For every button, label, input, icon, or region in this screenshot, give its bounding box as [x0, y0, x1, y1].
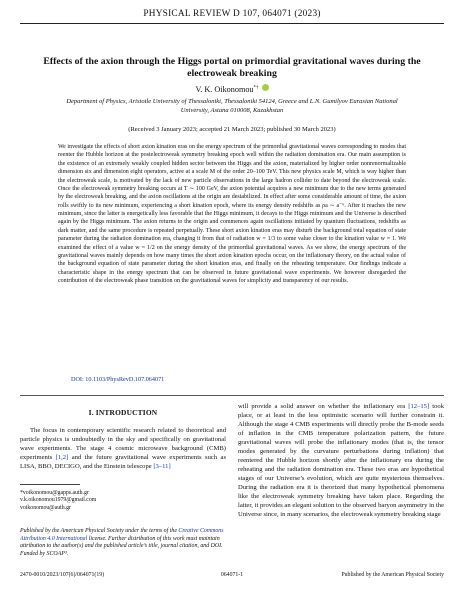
- license-link[interactable]: Creative Commons Attribution 4.0 International: [20, 528, 224, 542]
- author-line: [0, 84, 464, 94]
- intro-text: will provide a solid answer on whether the inflationary era: [238, 403, 409, 410]
- intro-left-paragraph: [20, 426, 226, 471]
- footnote-email: voikonomou@auth.gr: [20, 504, 71, 511]
- affiliation: Department of Physics, Aristotle University of Thessaloniki, Thessaloniki 54124, Greece and L.N. Gumilyov Eurasian National University, Astana 010008, Kazakhstan: [66, 98, 398, 114]
- author-marks: *†: [253, 85, 259, 91]
- intro-right-paragraph: [238, 402, 444, 519]
- header-rule: [20, 23, 444, 24]
- orcid-icon[interactable]: [262, 84, 269, 91]
- footer-publisher: Published by the American Physical Society: [341, 572, 444, 578]
- intro-text: and the future gravitational wave experiments such as LISA, BBO, DECIGO, and the Einstein telescope: [20, 454, 227, 470]
- paper-title: Effects of the axion through the Higgs portal on primordial gravitational waves during the electroweak breaking: [43, 56, 421, 79]
- page-number: 064071-1: [220, 572, 244, 578]
- abstract: We investigate the effects of short axion kination eras on the energy spectrum of the primordial gravitational waves corresponding to modes that reenter the Hubble horizon at the postelectroweak symmetry breaking epoch well within the radiation domination era. Our main assumption is the existence of an extremely weakly coupled hidden sector between the Higgs and the axion, materialized by higher order nonrenormalizable dimension six and dimension eight operators, active at a scale M of the order 20–100 TeV. This new physics scale M, which is way higher than the electroweak scale, is motivated by the lack of new particle observations in the large hadron collider to date beyond the electroweak scale. Once the electroweak symmetry breaking occurs at T ∼ 100 GeV, the axion potential acquires a new minimum due to the new terms generated by the electroweak breaking, and the axion oscillations at the origin are destabilized. In effect after some considerable amount of time, the axion rolls swiftly to its new minimum, experiencing a short kination epoch, where its energy density redshifts as ρa ∼ a⁻⁶. After it reaches the new minimum, since the latter is energetically less favorable that the Higgs minimum, it decays to the Higgs minimum and the Universe is described again by the Higgs minimum. The axion returns to the origin and commences again oscillations initiated by quantum fluctuations, redshifts as dark matter, and the same procedure is repeated perpetually. These short axion kination eras may disturb the background total equation of state parameter during the radiation domination era, changing it from that of radiation w = 1/3 to some value closer to the kination value w = 1. We examined the effect of a value w = 1/2 on the energy density of the primordial gravitational waves. As we show, the energy spectrum of the gravitational waves mainly depends on how many times the short axion kination epochs occur, on the inflationary theory, on the actual value of the background equation of state parameter during the short kination eras, and finally on the reheating temperature. Our findings indicate a characteristic shape in the energy spectrum that can be observed in future gravitational wave experiments. We however disregarded the contribution of the electroweak phase transition on the gravitational waves for simplicity and transparency of our results.: [58, 144, 406, 284]
- citation-link[interactable]: [12–15]: [408, 403, 430, 410]
- doi-link[interactable]: DOI: 10.1103/PhysRevD.107.064071: [71, 376, 165, 383]
- footnotes: [20, 490, 226, 512]
- intro-text: took place, or at least in the less optimistic scenario will further constrain it. Although the stage 4 CMB experiments will directly probe the B-mode seeds of inflation in the CMB temperature polarization pattern, the future gravitational waves will probe the inflationary modes (that is, the tensor modes generated by the curvature perturbations during inflation) that reentered the Hubble horizon shortly after the inflationary era during the reheating and the radiation domination era. These two eras are hypothetical stages of our Universe’s evolution, which are quite mysterious themselves. During the radiation era it is theorized that many hypothetical phenomena like the electroweak symmetry breaking have taken place. Regarding the latter, it provides an elegant solution to the observed baryon asymmetry in the Universe since, in many scenarios, the electroweak symmetry breaking stage: [238, 403, 444, 518]
- publication-dates: (Received 3 January 2023; accepted 21 March 2023; published 30 March 2023): [128, 126, 336, 133]
- citation-link[interactable]: [1,2]: [55, 454, 69, 461]
- section-heading: I. INTRODUCTION: [88, 408, 158, 417]
- footnote-rule: [20, 484, 80, 485]
- footer-issn: 2470-0010/2023/107(6)/064071(19): [20, 572, 105, 578]
- journal-header: PHYSICAL REVIEW D 107, 064071 (2023): [143, 9, 321, 19]
- license-text: license. Further distribution of this work must maintain attribution to the author(s) and the published article’s title, journal citation, and DOI. Funded by SCOAP³.: [20, 535, 223, 557]
- author-name: V. K. Oikonomou: [195, 85, 254, 94]
- footnote-email: v.k.oikonomou1979@gmail.com: [20, 497, 97, 504]
- section-divider: [20, 395, 444, 396]
- footnote-email: *voikonomou@gapps.auth.gr: [20, 490, 89, 496]
- citation-link[interactable]: [3–11]: [153, 463, 171, 470]
- license-text: Published by the American Physical Society under the terms of the: [20, 528, 179, 534]
- license-note: [20, 528, 226, 558]
- intro-text: The focus in contemporary scientific research related to theoretical and particle physics is undoubtedly in the sky and specifically on gravitational wave experiments. The stage 4 cosmic microwave background (CMB) experiments: [20, 427, 226, 461]
